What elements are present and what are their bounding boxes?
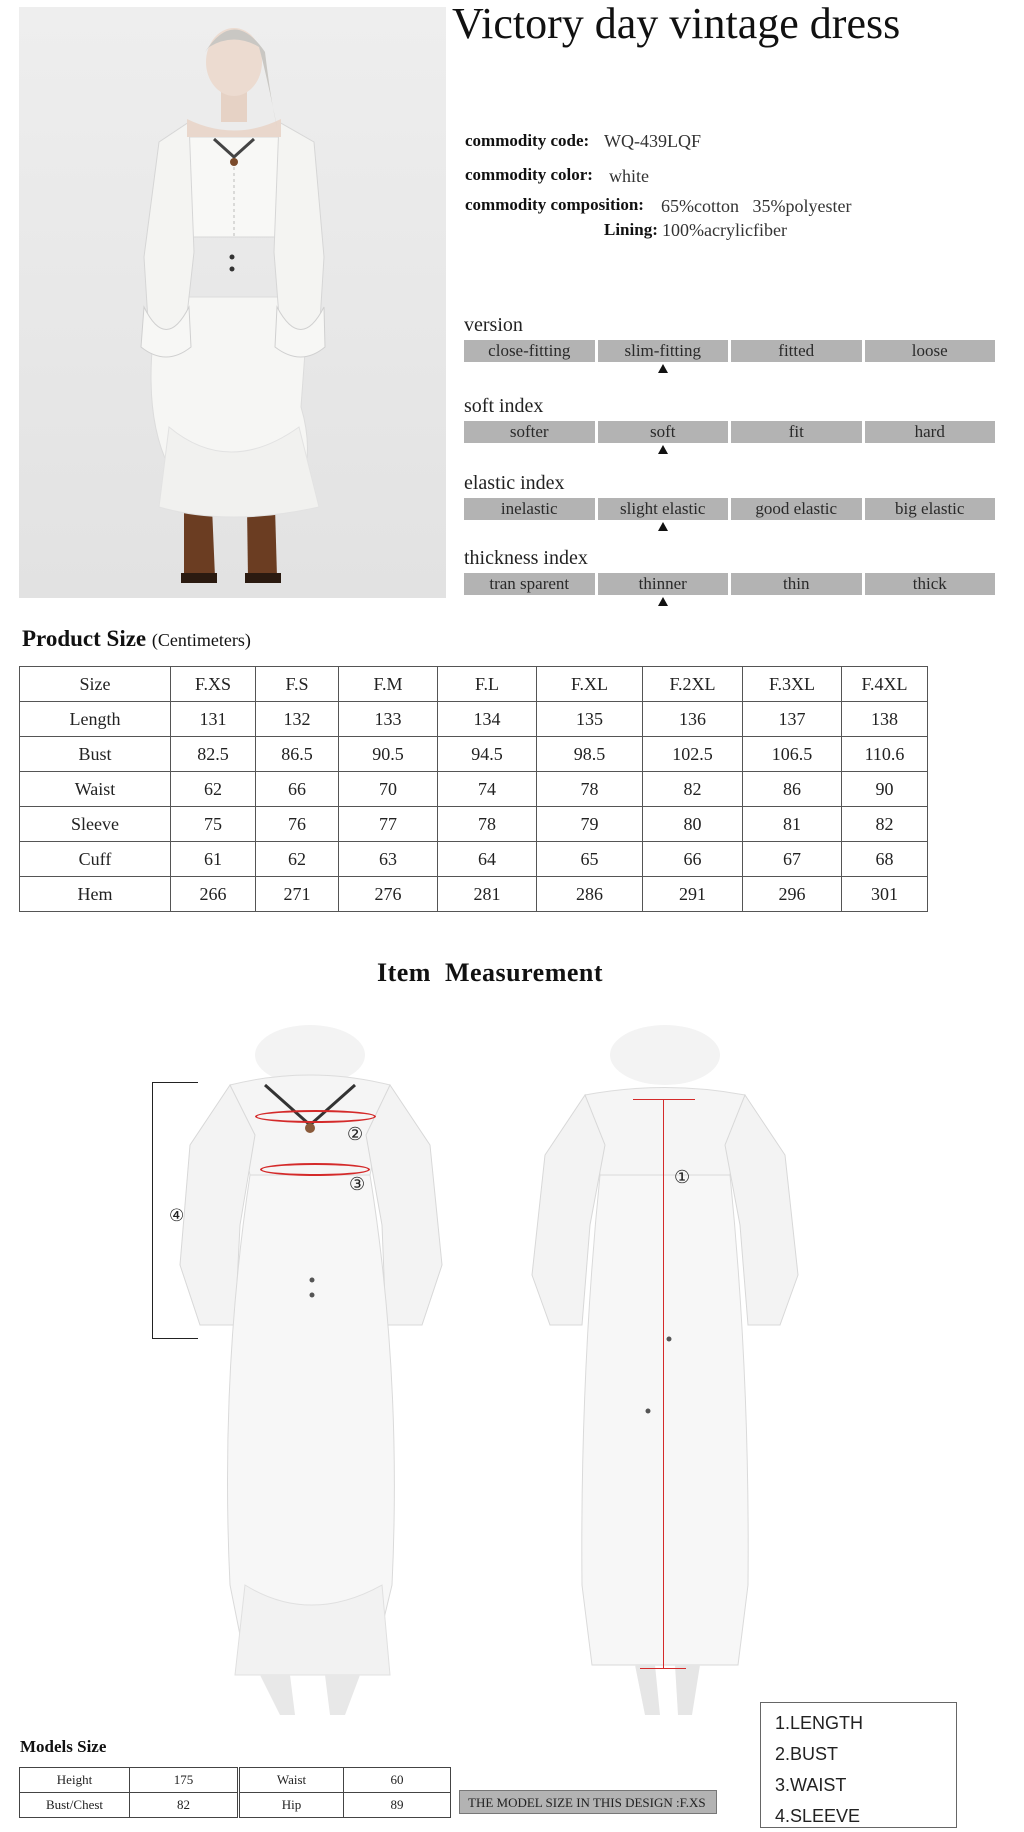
size-table — [19, 666, 928, 912]
index-scale-row — [464, 498, 995, 520]
index-option: thin — [731, 573, 862, 595]
commodity-code-label: commodity code: — [465, 131, 590, 150]
lining-value: 100%acrylicfiber — [662, 220, 787, 240]
table-cell: 78 — [537, 772, 643, 807]
models-table-right — [239, 1767, 451, 1818]
index-option: hard — [865, 421, 996, 443]
table-row — [20, 877, 928, 912]
commodity-composition-value: 65%cotton 35%polyester — [661, 196, 852, 216]
table-cell: 98.5 — [537, 737, 643, 772]
table-row — [20, 842, 928, 877]
table-cell: 75 — [171, 807, 256, 842]
selected-indicator-icon — [658, 364, 668, 373]
height-value: 175 — [130, 1768, 238, 1793]
table-cell: 266 — [171, 877, 256, 912]
table-cell: 82.5 — [171, 737, 256, 772]
models-table-left — [19, 1767, 238, 1818]
index-scale-row — [464, 340, 995, 362]
measurement-legend — [760, 1702, 957, 1828]
table-header-cell: F.4XL — [842, 667, 928, 702]
table-cell: 94.5 — [438, 737, 537, 772]
product-size-unit: (Centimeters) — [151, 630, 251, 650]
table-cell: 138 — [842, 702, 928, 737]
table-cell: 82 — [842, 807, 928, 842]
table-cell: 90 — [842, 772, 928, 807]
bust-line — [255, 1110, 376, 1123]
index-option: inelastic — [464, 498, 595, 520]
index-title: elastic index — [464, 472, 565, 494]
marker-sleeve: ④ — [169, 1206, 185, 1225]
legend-bust: 2.BUST — [775, 1744, 839, 1764]
models-size-title: Models Size — [20, 1737, 107, 1756]
commodity-composition-label: commodity composition: — [465, 195, 644, 214]
legend-length: 1.LENGTH — [775, 1713, 864, 1733]
commodity-color-value: white — [609, 166, 649, 186]
bust-label: Bust/Chest — [20, 1793, 130, 1818]
selected-indicator-icon — [658, 597, 668, 606]
table-cell: 110.6 — [842, 737, 928, 772]
table-cell: 271 — [256, 877, 339, 912]
index-option: big elastic — [865, 498, 996, 520]
lining-label: Lining: — [604, 220, 658, 239]
index-option: tran sparent — [464, 573, 595, 595]
table-cell: 135 — [537, 702, 643, 737]
length-line-top-cap — [633, 1099, 695, 1100]
table-cell: 286 — [537, 877, 643, 912]
index-scale-row — [464, 421, 995, 443]
table-cell: 66 — [643, 842, 743, 877]
table-cell: 64 — [438, 842, 537, 877]
table-cell: 79 — [537, 807, 643, 842]
product-size-heading: Product Size — [22, 626, 147, 651]
table-cell: 78 — [438, 807, 537, 842]
marker-length: ① — [674, 1167, 691, 1187]
table-cell: 136 — [643, 702, 743, 737]
table-row-label: Bust — [20, 737, 171, 772]
index-option: loose — [865, 340, 996, 362]
commodity-code-value: WQ-439LQF — [604, 131, 701, 151]
table-cell: 86.5 — [256, 737, 339, 772]
index-option: thick — [865, 573, 996, 595]
commodity-color-label: commodity color: — [465, 165, 593, 184]
table-cell: 63 — [339, 842, 438, 877]
table-cell: 276 — [339, 877, 438, 912]
table-header-cell: F.XL — [537, 667, 643, 702]
model-wearing-dress-image — [19, 7, 446, 598]
index-option: fitted — [731, 340, 862, 362]
table-header-cell: F.3XL — [743, 667, 842, 702]
length-line-bottom-cap — [640, 1668, 686, 1669]
dress-back-image — [520, 1025, 810, 1715]
table-cell: 82 — [643, 772, 743, 807]
table-cell: 291 — [643, 877, 743, 912]
table-cell: 134 — [438, 702, 537, 737]
index-option: slight elastic — [598, 498, 729, 520]
table-cell: 80 — [643, 807, 743, 842]
table-row-label: Length — [20, 702, 171, 737]
table-header-cell: F.XS — [171, 667, 256, 702]
table-cell: 102.5 — [643, 737, 743, 772]
table-cell: 61 — [171, 842, 256, 877]
length-line — [663, 1099, 664, 1668]
table-header-cell: F.S — [256, 667, 339, 702]
selected-indicator-icon — [658, 445, 668, 454]
table-cell: 301 — [842, 877, 928, 912]
product-size-title — [22, 626, 251, 652]
table-cell: 106.5 — [743, 737, 842, 772]
table-header-row — [20, 667, 928, 702]
table-cell: 74 — [438, 772, 537, 807]
table-row — [20, 737, 928, 772]
marker-bust: ② — [347, 1124, 364, 1144]
product-title: Victory day vintage dress — [452, 0, 901, 48]
table-row-label: Cuff — [20, 842, 171, 877]
table-row-label: Waist — [20, 772, 171, 807]
index-title: version — [464, 314, 523, 336]
selected-indicator-icon — [658, 522, 668, 531]
table-row-label: Hem — [20, 877, 171, 912]
table-cell: 132 — [256, 702, 339, 737]
table-row-label: Sleeve — [20, 807, 171, 842]
table-cell: 133 — [339, 702, 438, 737]
index-option: softer — [464, 421, 595, 443]
index-option: good elastic — [731, 498, 862, 520]
product-photo — [19, 7, 446, 598]
height-label: Height — [20, 1768, 130, 1793]
marker-waist: ③ — [349, 1174, 366, 1194]
index-option: soft — [598, 421, 729, 443]
table-cell: 81 — [743, 807, 842, 842]
hip-value: 89 — [344, 1793, 451, 1818]
table-cell: 137 — [743, 702, 842, 737]
table-cell: 90.5 — [339, 737, 438, 772]
dress-back-view — [520, 1025, 810, 1715]
index-title: thickness index — [464, 547, 588, 569]
table-cell: 296 — [743, 877, 842, 912]
dress-front-image — [160, 1025, 460, 1715]
dress-front-view — [160, 1025, 460, 1715]
bust-value: 82 — [130, 1793, 238, 1818]
table-cell: 67 — [743, 842, 842, 877]
table-cell: 66 — [256, 772, 339, 807]
table-cell: 76 — [256, 807, 339, 842]
table-cell: 62 — [256, 842, 339, 877]
table-cell: 77 — [339, 807, 438, 842]
table-header-cell: F.L — [438, 667, 537, 702]
table-row — [20, 702, 928, 737]
index-title: soft index — [464, 395, 544, 417]
table-row — [20, 772, 928, 807]
table-cell: 70 — [339, 772, 438, 807]
legend-waist: 3.WAIST — [775, 1775, 847, 1795]
table-row — [20, 807, 928, 842]
table-cell: 65 — [537, 842, 643, 877]
waist-value: 60 — [344, 1768, 451, 1793]
table-cell: 86 — [743, 772, 842, 807]
item-measurement-title: Item Measurement — [376, 958, 604, 987]
index-option: fit — [731, 421, 862, 443]
waist-label: Waist — [240, 1768, 344, 1793]
model-size-note: THE MODEL SIZE IN THIS DESIGN :F.XS — [459, 1790, 717, 1814]
index-scale-row — [464, 573, 995, 595]
table-cell: 281 — [438, 877, 537, 912]
table-cell: 68 — [842, 842, 928, 877]
table-cell: 62 — [171, 772, 256, 807]
index-option: thinner — [598, 573, 729, 595]
index-option: close-fitting — [464, 340, 595, 362]
legend-sleeve: 4.SLEEVE — [775, 1806, 861, 1826]
index-option: slim-fitting — [598, 340, 729, 362]
table-cell: 131 — [171, 702, 256, 737]
hip-label: Hip — [240, 1793, 344, 1818]
table-header-cell: F.M — [339, 667, 438, 702]
table-header-cell: F.2XL — [643, 667, 743, 702]
table-header-cell: Size — [20, 667, 171, 702]
